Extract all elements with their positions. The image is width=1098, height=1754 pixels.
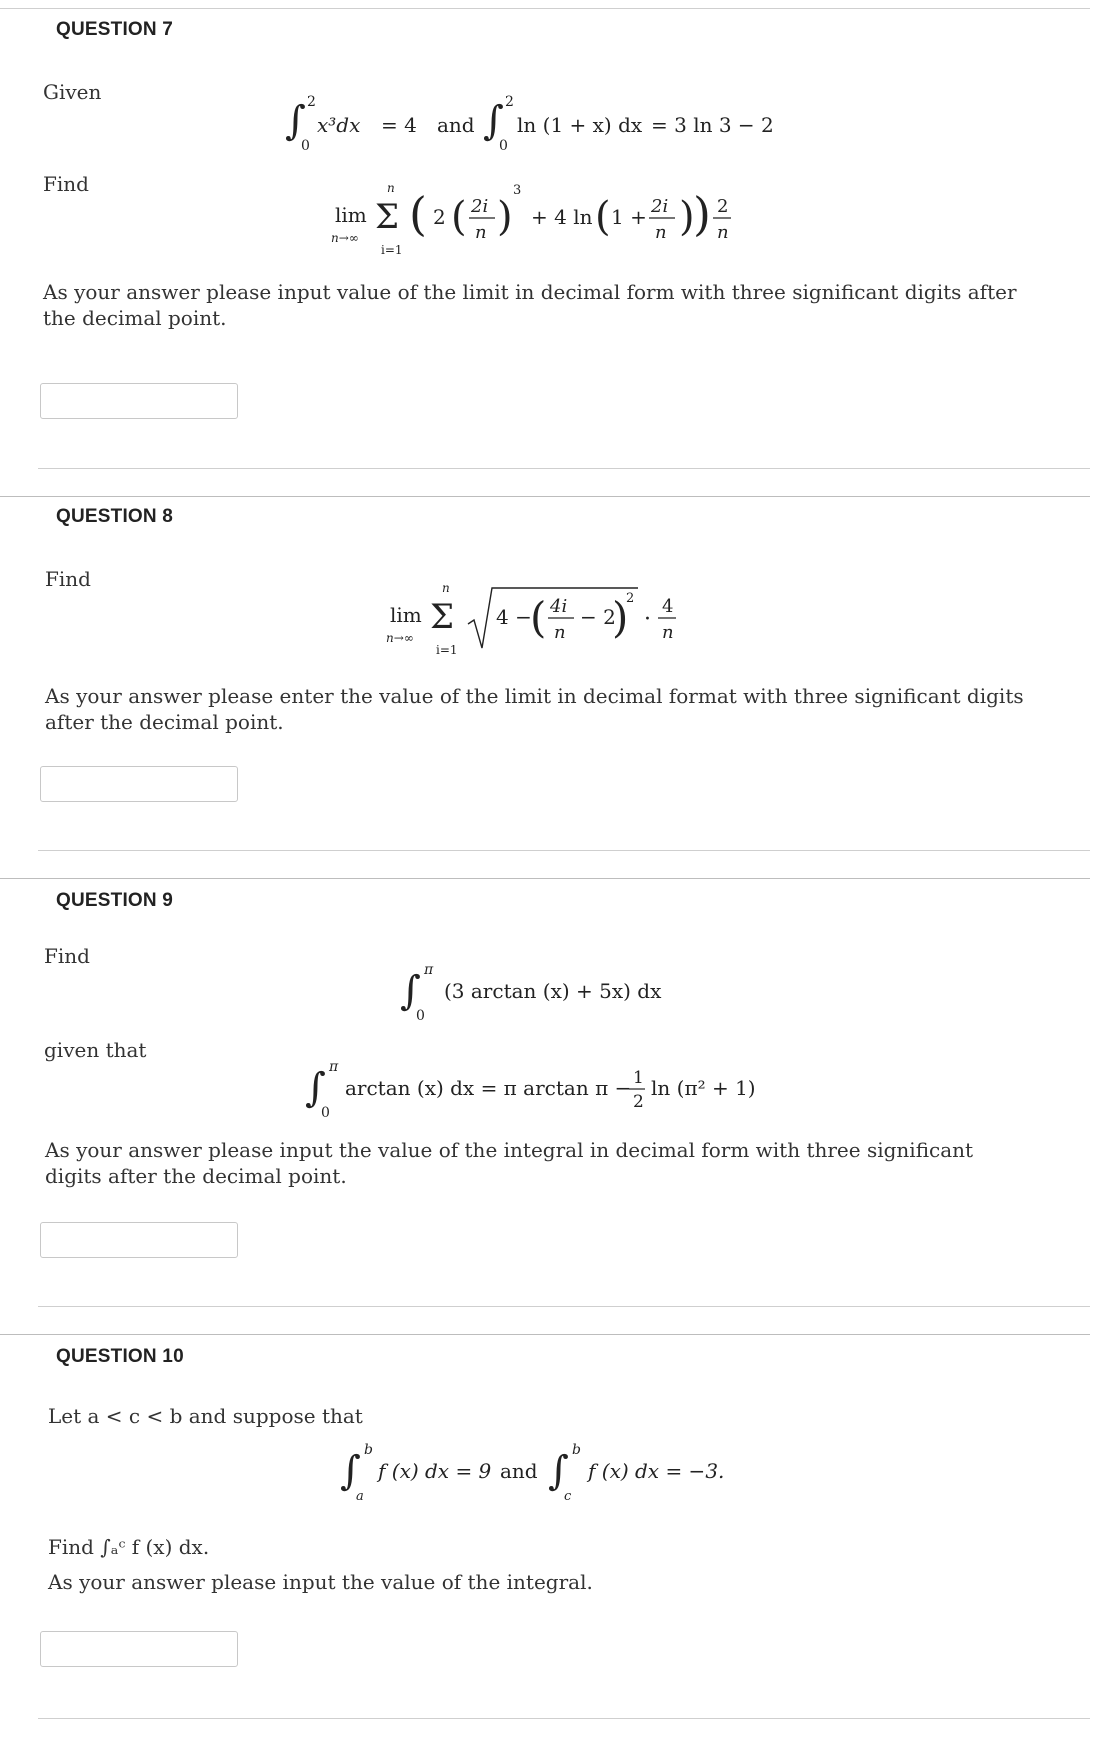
q7-answer-input[interactable] (40, 383, 238, 419)
q10-instruction: As your answer please input the value of the integral. (48, 1570, 593, 1594)
sum-upper: n (387, 181, 395, 195)
given-label: Given (43, 80, 102, 104)
divider (38, 468, 1090, 469)
question-9-title: QUESTION 9 (56, 890, 174, 911)
sum-upper: n (442, 581, 450, 595)
divider (38, 1718, 1090, 1719)
lim-text: lim (390, 603, 422, 627)
q7-given-formula (285, 88, 805, 158)
lower-limit: 0 (301, 138, 310, 154)
value: = 4 (381, 113, 417, 137)
sigma-icon: Σ (430, 597, 455, 637)
fraction-denominator: n (717, 222, 729, 243)
divider (38, 1306, 1090, 1307)
four-minus: 4 − (496, 605, 532, 629)
q7-instruction: As your answer please input value of the limit in decimal form with three significant digits after the decimal point. (43, 280, 1017, 330)
integrand: f (x) dx = 9 (378, 1459, 492, 1483)
lim-text: lim (335, 203, 367, 227)
joiner-text: and (437, 113, 475, 137)
upper-limit: π (329, 1059, 339, 1075)
q8-limit-formula (380, 580, 700, 660)
find-label: Find (43, 172, 89, 196)
exponent: 2 (626, 591, 635, 606)
integral-sign: ∫ (483, 98, 504, 144)
integral-sign: ∫ (285, 98, 306, 144)
upper-limit: b (572, 1442, 581, 1458)
paren-close: ) (693, 187, 711, 241)
middle-term: + 4 ln (531, 205, 593, 229)
value: = 3 ln 3 − 2 (651, 113, 774, 137)
upper-limit: 2 (307, 94, 316, 110)
q9-given-formula (305, 1055, 785, 1125)
fraction-numerator: 4i (550, 596, 568, 617)
integral-sign: ∫ (548, 1448, 569, 1494)
q9-instruction: As your answer please input the value of the integral in decimal form with three significant digits after the decimal point. (45, 1138, 974, 1188)
question-10-title: QUESTION 10 (56, 1346, 184, 1367)
sigma-icon: Σ (375, 197, 400, 237)
fraction-denominator: n (655, 222, 667, 243)
integral-sign: ∫ (400, 968, 421, 1014)
divider (0, 496, 1090, 497)
integrand: f (x) dx = −3. (588, 1459, 725, 1483)
paren-close: ) (497, 194, 513, 240)
question-8-title: QUESTION 8 (56, 506, 174, 527)
q7-limit-formula (325, 180, 745, 260)
log-term: ln (π² + 1) (651, 1076, 756, 1100)
fraction-denominator: n (475, 222, 487, 243)
fraction-numerator: 2 (717, 196, 729, 217)
lim-subscript: n→∞ (386, 631, 414, 645)
paren-open: ( (530, 593, 547, 642)
divider (38, 850, 1090, 851)
fraction-numerator: 2i (651, 196, 669, 217)
find-label: Find (45, 567, 91, 591)
paren-close: ) (612, 593, 629, 642)
question-7-title: QUESTION 7 (56, 19, 174, 40)
divider (0, 8, 1090, 9)
q10-intro: Let a < c < b and suppose that (48, 1404, 363, 1428)
fraction-denominator: n (554, 622, 566, 643)
fraction-numerator: 1 (633, 1068, 644, 1088)
integrand: x³dx (317, 113, 361, 137)
paren-open: ( (409, 187, 427, 241)
lower-limit: 0 (321, 1105, 330, 1121)
divider (0, 1334, 1090, 1335)
sum-lower: i=1 (381, 243, 403, 257)
exponent: 3 (513, 183, 522, 198)
upper-limit: π (424, 962, 434, 978)
q9-answer-input[interactable] (40, 1222, 238, 1258)
q9-find-integral (400, 958, 700, 1024)
sum-lower: i=1 (436, 643, 458, 657)
paren-open: ( (595, 194, 611, 240)
fraction-numerator: 2i (471, 196, 489, 217)
lower-limit: 0 (416, 1008, 425, 1024)
integral-sign: ∫ (340, 1448, 361, 1494)
coefficient: 2 (433, 205, 446, 229)
integrand: ln (1 + x) dx (517, 113, 643, 137)
integral-sign: ∫ (305, 1065, 326, 1111)
given-label: given that (44, 1038, 147, 1062)
paren-open: ( (451, 194, 467, 240)
lower-limit: a (356, 1489, 364, 1504)
fraction-denominator: 2 (633, 1092, 644, 1112)
joiner-text: and (500, 1459, 538, 1483)
q8-instruction: As your answer please enter the value of the limit in decimal format with three significant digits after the decimal point. (45, 684, 1024, 734)
lim-subscript: n→∞ (331, 231, 359, 245)
fraction-denominator: n (662, 622, 674, 643)
fraction-numerator: 4 (662, 596, 674, 617)
minus-two: − 2 (580, 605, 616, 629)
upper-limit: 2 (505, 94, 514, 110)
find-label: Find (44, 944, 90, 968)
q8-answer-input[interactable] (40, 766, 238, 802)
one-plus: 1 + (611, 205, 647, 229)
upper-limit: b (364, 1442, 373, 1458)
lower-limit: 0 (499, 138, 508, 154)
paren-close: ) (679, 194, 695, 240)
dot-operator: · (644, 607, 651, 632)
divider (0, 878, 1090, 879)
q10-answer-input[interactable] (40, 1631, 238, 1667)
integrand: arctan (x) dx = π arctan π − (345, 1076, 632, 1100)
q10-find-line: Find ∫ₐᶜ f (x) dx. (48, 1535, 210, 1559)
integrand: (3 arctan (x) + 5x) dx (444, 979, 662, 1003)
q10-given-formula (340, 1438, 760, 1508)
lower-limit: c (564, 1489, 572, 1504)
